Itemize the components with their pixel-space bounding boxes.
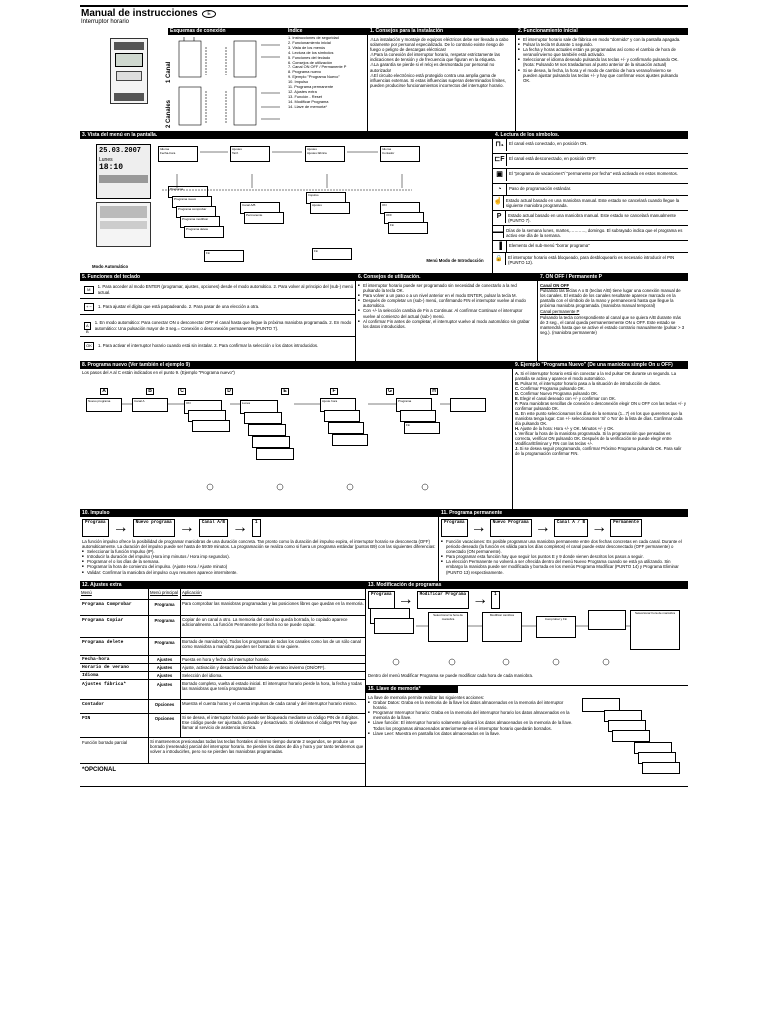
symbol-row: 🔒 El interruptor horario está bloqueado, para desbloquearlo es necesario introducir el PIN (PUNTO 12). — [493, 253, 688, 268]
menu-screen: Ajustes Ajustes fábrica — [305, 146, 345, 162]
on-off-text: Pulsando las teclas A o B (teclas A/B) tiene lugar una conexión manual de los canales. El estado de los canales resultante aparece marcado en la pantalla con el símbolo de la mano y permanecerá hasta que llegue la próxima maniobra programada. (maniobra manual temporal) — [540, 288, 681, 309]
keyboard-title: 5. Funciones del teclado — [80, 274, 355, 281]
menu-screen: Canal A/B — [240, 202, 280, 214]
install-tips-title: 1. Consejos para la instalación — [368, 28, 515, 35]
modify-program-title: 13. Modificación de programas — [366, 582, 688, 589]
extra-settings-title: 12. Ajustes extra — [80, 582, 365, 589]
symbol-row: ⊏F El canal está desconectado, en posición OFF. — [493, 154, 688, 169]
menu-screen: Programa delete — [184, 226, 224, 238]
list-item: ■ Programar la hora de comienzo del impulso. (Ajuste Hora / Ajuste minuto) — [82, 564, 436, 569]
list-item: ■ La fecha y horas actuales están ya programadas así como el cambio de hora de verano/invierno que también está activado. — [518, 47, 686, 57]
permanent-text: Pulsando la tecla correspondiente al canal que se quiera A/B durante más de 3 seg., el canal queda permanentemente ON u OFF. Este estado se mantendrá hasta que se active el estado contrario manualmente (pulsar > 3 seg.). (maniobra permanente) — [540, 314, 685, 335]
symbol-row: P Estado actual basado en una maniobra manual. Este estado se cancelará manualmente (PUNTO 7). — [493, 211, 688, 226]
channel-on-icon: ⊓₁ — [493, 139, 507, 151]
index-item: 14. Modificar Programa — [288, 98, 329, 104]
path-item: Programa — [368, 591, 395, 609]
install-tip: La instalación y montaje de equipos eléctricos debe ser llevado a cabo solamente por personal especializado. De lo contrario existe riesgo de fuego o peligro de descargas eléctricas! — [370, 37, 509, 53]
list-item: ■ Seleccionar la función Impulso (IP). — [82, 549, 436, 554]
menu-screen: Programa comprobar — [176, 206, 216, 218]
step-label: E — [281, 388, 289, 395]
path-item: Modificar Programa — [417, 591, 469, 609]
wiring-diagram — [176, 37, 284, 129]
list-item: ■ Función vacaciones: Es posible programar una maniobra permanente entre dos fechas concretas en cada canal. Durante el periodo deseado (la función es válida para los días completos) el canal puede estar desconectado (OFF permanente) o conectado (ON permanente). — [441, 539, 686, 554]
index-item: 5. Funciones del teclado — [288, 54, 331, 60]
device-keypad-image — [96, 202, 151, 247]
step-label: G — [386, 388, 394, 395]
table-row: Fecha-hora Ajustes Puesta en hora y fecha del interruptor horario. — [80, 656, 365, 664]
impulse-intro: La función impulso ofrece la posibilidad de programar maniobras de una duración concreta. Tan pronto como la duración del impulso expira, el interruptor horario se desconecta (OFF) automáticamente. La duración del impulso puede ser hasta de 59:59 minutos. La programación se realiza como si fuera un programa estándar (puntos B9) con las siguientes diferencias: — [82, 539, 436, 550]
symbols-section — [492, 131, 688, 273]
menu-screen — [612, 730, 650, 742]
example-step: G. En este punto seleccionamos los días de la semana (1...7) en los que queremos que la maniobra tenga lugar. Con +/- seleccionamos 'Sí' o 'No' de la lista de días. Confirmar cada día pulsando OK. — [515, 411, 683, 426]
usage-tips-section — [355, 273, 537, 361]
table-row: Función borrado parcial Si mantenemos presionadas todas las teclas frontales al mismo tiempo durante 2 segundos, se produce un borrado (reseteado) parcial del interruptor horario. Se pierden los datos de día y hora y por tanto tendremos que volver a introducirles, pero no se pierden las maniobras programadas. — [80, 738, 365, 764]
initial-operation-list — [516, 35, 688, 85]
delete-element-icon: ▐ — [493, 241, 507, 253]
index-item: 7. Canal ON OFF / Permanente P — [288, 64, 347, 70]
menu-screen: Permanente — [244, 212, 284, 224]
mode-menu-label: Menú Modo de Introducción — [426, 258, 484, 263]
manual-subtitle: Interruptor horario — [81, 19, 130, 25]
new-program-section — [80, 361, 512, 509]
install-tips-list — [368, 35, 515, 90]
extra-settings-section — [80, 581, 365, 786]
symbol-row: ▣ El "programa de vacaciones"/ "permanente por fecha" está activado en estos momentos. — [493, 169, 688, 184]
lcd-time: 18:10 — [99, 163, 124, 172]
list-item: ■ Para volver a un paso o a un nivel anterior en el modo ENTER, pulsar la tecla M. — [358, 293, 535, 298]
index-item: 14. Llave de memoria* — [288, 103, 327, 109]
permanent-heading: Canal permanente P — [540, 309, 580, 315]
menu-screen: Idioma Fecha-hora — [158, 146, 198, 162]
menu-screen: Nuevo programa — [86, 398, 122, 412]
step-label: B — [146, 388, 154, 395]
example-step: F. Para maniobras sencillas de conexión o desconexión elegir ON u OFF con las teclas +/- y confirmar pulsando OK. — [515, 401, 686, 411]
menu-screen: Fin — [204, 250, 244, 262]
path-item: Canal A/B — [199, 519, 228, 537]
list-item: ■ Llave función: El interruptor horario solamente aplicará los datos almacenados en la memoria de la llave. Todos los programas almacenados anteriormente en el interruptor horario quedarán borrados. — [368, 720, 573, 730]
menu-screen: Ajustes Tarif. — [230, 146, 270, 162]
impulse-list — [80, 549, 438, 574]
menu-view-title: 3. Vista del menú en la pantalla. — [80, 132, 492, 139]
new-program-subtitle: Los pasos del A al C están indicados en el punto 9. (Ejemplo "Programa nuevo") — [82, 370, 235, 375]
menu-screen: OFF — [384, 212, 424, 224]
list-item: ■ El interruptor horario puede ser programado sin necesidad de conectarlo a la red pulsando la tecla OK. — [358, 283, 535, 293]
permanent-icon: P — [493, 211, 506, 223]
list-item: ■ El interruptor horario sale de fábrica en modo "dormido" y con la pantalla apagada. — [518, 37, 686, 42]
example-section — [512, 361, 688, 509]
memory-key-intro: La llave de memoria permite realizar las siguientes acciones: — [368, 695, 485, 700]
lcd-day: Lunes — [99, 157, 113, 163]
list-item: ■ Pulsar la tecla M durante 1 segundo. — [518, 42, 686, 47]
symbols-table — [493, 139, 688, 268]
menu-flow-arrows — [152, 144, 422, 269]
path-item: Programa — [82, 519, 109, 537]
memory-key-body — [368, 695, 573, 736]
list-item: ■ Validar: Confirmar la maniobra del impulso cuyo resumen aparece intermitente. — [82, 570, 436, 575]
menu-screen: Fin — [312, 248, 352, 260]
warning-icon: ⚠ — [370, 62, 374, 68]
channel-off-icon: ⊏F — [493, 154, 507, 166]
permanent-menu-path: Programa → Nuevo Programa → Canal A / B → Permanente — [439, 517, 688, 539]
manual-page — [80, 5, 688, 795]
usage-tips-title: 6. Consejos de utilización. — [356, 274, 537, 281]
impulse-title: 10. Impulso — [80, 510, 438, 517]
key-row: OK 1. Para activar el interruptor horario cuando está sin instalar. 2. Para confirmar la selección o los datos introducidos. — [80, 337, 355, 355]
list-item: ■ Programar Interruptor horario: Graba en la memoria del interruptor horario los datos almacenados en la memoria de la llave. — [368, 710, 573, 720]
permanent-list — [439, 539, 688, 575]
optional-note: *OPCIONAL — [82, 767, 117, 773]
table-row: Programa Copiar Programa Copiar de un canal a otro. La memoria del canal no queda borrada, lo copiado aparece adicionalmente. La función Permanente por fecha no se puede copiar. — [80, 616, 365, 638]
install-tips-section — [367, 28, 515, 131]
menu-screen: Fin — [388, 222, 428, 234]
modify-note: Dentro del menú Modificar Programa se puede modificar cada hora de cada maniobra. — [368, 673, 534, 678]
initial-operation-title: 2. Funcionamiento inicial — [516, 28, 688, 35]
install-tip: Para la conexión del interruptor horario, respetar estrictamente las indicaciones de tensión y de frecuencia que figuran en la etiqueta. — [370, 52, 500, 63]
list-item: ■ Después de completar un (sub-) menú, confirmando FIN el interruptor vuelve al modo automático. — [358, 298, 535, 308]
step-label: A — [100, 388, 108, 395]
modify-menu-path: Programa → Modificar Programa → 1 — [366, 589, 688, 611]
example-step: E. Elegir el canal deseado con +/- y confirmar con OK. — [515, 396, 616, 401]
device-lcd — [115, 53, 143, 67]
example-step: C. Confirmar Programa pulsando OK. — [515, 386, 585, 391]
flow-box: Seleccionar hora de maniobra — [630, 610, 680, 650]
step-label: C — [178, 388, 186, 395]
list-item: ■ Llave Leer: Muestra en pantalla los datos almacenados en la llave. — [368, 731, 573, 736]
key-row: M 1. Para acceder al modo ENTER (programar, ajustes, opciones) desde el modo automático. 2. Para volver al principio del (sub-) menú actual. — [80, 281, 355, 299]
symbol-row: ☝ Estado actual basado en una maniobra manual. Este estado se cancelará cuando llegue la siguiente maniobra programada. — [493, 196, 688, 211]
table-row: PIN Opciones Si se desea, el interruptor horario puede ser bloqueado mediante un código PIN de 4 dígitos. Ese código puede ser ajustado, activado y desactivado. Si olvidamos el código PIN hay que llamar al servicio de asistencia técnica. — [80, 714, 365, 738]
menu-view-section — [80, 131, 492, 273]
list-item: ■ Si se desea, la fecha, la hora y el modo de cambio de hora verano/invierno se pueden ajustar pulsando las teclas +/- y hay que confirmar esos ajustes pulsando OK. — [518, 68, 686, 83]
example-step: D. Confirmar Nuevo Programa pulsando OK. — [515, 391, 599, 396]
index-item: 12. Ajustes extra — [288, 88, 317, 94]
list-item: ■ Para programar esta función hay que seguir los puntos E y 9 donde vienen descritos los pasos a seguir. — [441, 554, 686, 559]
manual-header — [80, 5, 688, 28]
index-item: 13. Función - Reset — [288, 93, 322, 99]
flow-box: Seleccionar la hora de maniobra — [428, 612, 468, 642]
index-item: 3. Vista de los menús — [288, 44, 326, 50]
path-item: Permanente — [610, 519, 642, 537]
extra-settings-header: Menú Menú principal Aplicación — [80, 589, 365, 600]
warning-icon: ⚠ — [370, 52, 374, 58]
example-title: 9. Ejemplo "Programa Nuevo" (De una maniobra simple On u OFF) — [513, 362, 688, 369]
path-item: Canal A / B — [554, 519, 588, 537]
menu-screen: Programa modificar — [180, 216, 220, 228]
menu-screen: ON — [380, 202, 420, 214]
symbol-row: ◔ Paso de programación estándar. — [493, 184, 688, 196]
menu-screen: ON — [184, 400, 222, 414]
list-item: ■ Seleccionar el idioma deseado pulsando las teclas +/- y confirmarlo pulsando OK. (Nota: Pulsando M nos trasladamos al punto anterior de la situación actual) — [518, 57, 686, 67]
index-item: 10. Impulso — [288, 79, 309, 85]
path-item: 1 — [491, 591, 500, 609]
list-item: ■ Al confirmar Fin antes de completar, el interruptor vuelve al modo automático sin grabar los datos introducidos. — [358, 319, 535, 329]
list-item: ■ Con +/- la selección cambia de Fin a Continuar. Al confirmar Continuar el interruptor vuelve al comienzo del actual (sub-) menú. — [358, 308, 535, 318]
symbol-row: ▬▬ Días de la semana lunes, martes,……….., domingo. El subrayado indica que el programa es activo ese día de la semana. — [493, 226, 688, 241]
menu-screen: Lunes — [240, 400, 278, 414]
weekday-bar-icon: ▬▬ — [493, 226, 504, 238]
path-item: 1 — [252, 519, 261, 537]
wiring-section — [80, 28, 367, 131]
wiring-title: Esquemas de conexión — [168, 28, 286, 35]
example-step: J. Si se desea seguir programando, confirmar Próximo Programa pulsando OK. Para salir de la programación confirmar FIN. — [515, 446, 682, 456]
page-bottom-rule — [80, 786, 688, 787]
key-m-icon: M — [84, 286, 94, 294]
symbol-row: ▐ Elemento del sub-menú "borrar programa" — [493, 241, 688, 253]
manual-title: Manual de instrucciones — [81, 8, 198, 19]
clock-icon: ◔ — [493, 184, 507, 196]
step-label: D — [225, 388, 233, 395]
menu-screen: Canal A — [132, 398, 168, 412]
menu-screen — [642, 762, 680, 774]
table-row: Programa delete Programa Borrado de maniobra(s). Todos los programas de todos los canales como los de un sólo canal como maniobra a maniobra pueden ser borrados si se quiere. — [80, 638, 365, 656]
table-row: Horario de verano Ajustes Ajuste, activación y desactivación del horario de verano invierno (ON/OFF). — [80, 664, 365, 672]
modify-program-section — [365, 581, 688, 685]
warning-icon: ⚠ — [370, 37, 374, 42]
menu-screen: Fin — [404, 422, 440, 434]
table-row: Ajustes fábrica* Ajustes Borrado completo, vuelta al estado inicial. El interruptor horario pierde la hora, la fecha y todas las maniobras que tenía programadas! — [80, 680, 365, 700]
table-row: Idioma Ajustes Selección del idioma. — [80, 672, 365, 680]
on-off-title: 7. ON OFF / Permanente P — [538, 274, 688, 281]
install-tip: La garantía se pierde si el reloj es desmontado por personal no autorizado! — [370, 62, 495, 73]
example-step: B. Pulsar M, el interruptor horario pasa a la situación de introducción de datos. — [515, 381, 661, 386]
example-step: H. Ajuste de la hora: Hora +/- y OK. Minutos +/- y OK. — [515, 426, 615, 431]
key-ab-icon: A B — [84, 322, 91, 330]
index-list — [288, 36, 366, 110]
step-label: H — [430, 388, 438, 395]
permanent-program-title: 11. Programa permanente — [439, 510, 688, 517]
keyboard-section — [80, 273, 355, 361]
key-plus-minus-icon: + − — [84, 303, 94, 311]
suitcase-icon: ▣ — [493, 169, 507, 181]
example-steps — [513, 369, 688, 458]
lcd-display — [96, 144, 151, 199]
index-item: 6. Consejos de utilización — [288, 59, 333, 65]
canal1-label: 1 Canal — [166, 61, 172, 83]
example-step: A. Si el interruptor horario está sin conectar a la red pulsar OK durante un segundo. La pantalla se activa y aparece el modo automático. — [515, 371, 677, 381]
permanent-program-section — [438, 509, 688, 581]
timer-device-image — [110, 38, 148, 104]
lock-icon: 🔒 — [493, 253, 506, 265]
index-item: 1. Instrucciones de seguridad — [288, 36, 339, 40]
path-item: Nuevo Programa — [490, 519, 532, 537]
memory-key-title: 15. Llave de memoria* — [366, 686, 458, 693]
index-item: 9. Ejemplo "Programa Nuevo" — [288, 74, 340, 80]
example-step: I. Verificar la hora de la maniobra programada. Si la programación que pensadas es correcta, verificar ON pulsando OK. Después de la verificación se puede elegir entre Modificar/Eliminar y FIN con las teclas +/-. — [515, 431, 672, 446]
symbol-row: ⊓₁ El canal está conectado, en posición ON. — [493, 139, 688, 154]
list-item: ■ La elección Permanente no volverá a ser ofrecida dentro del menú Nuevo Programa cuando se está ya utilizando. Sin embargo la maniobra puede ser modificada y borrada en los menús Programa Modificar (PUNTO 14) y Programa Eliminar (PUNTO 13) respectivamente. — [441, 559, 686, 574]
menu-screen: Programa — [168, 186, 208, 198]
language-badge: E — [202, 10, 216, 18]
key-row: A B 1. En modo automático: Para conectar ON o desconectar OFF el canal hasta que llegue la próxima maniobra programada. 2. En modo automático: Una pulsación mayor de 3 seg.= Conexión o desconexión permanentes (PUNTO 7). — [80, 315, 355, 337]
table-row: Contador Opciones Muestra el cuenta horas y el cuenta impulsos de cada canal y del interruptor horario mismo. — [80, 700, 365, 714]
usage-tips-list — [356, 281, 537, 331]
impulse-menu-path: Programa → Nuevo programa → Canal A/B → 1 — [80, 517, 438, 539]
hand-icon: ☝ — [493, 196, 504, 208]
index-item: 2. Funcionamiento inicial — [288, 39, 331, 45]
impulse-section — [80, 509, 438, 581]
canal-heading: Canal ON OFF — [540, 283, 570, 288]
menu-screen: Programa nuevo — [172, 196, 212, 208]
path-item: Nuevo programa — [133, 519, 175, 537]
canal2-label: 2 Canales — [166, 99, 172, 128]
menu-screen: Ajustes — [310, 202, 350, 214]
index-item: 4. Lectura de los símbolos — [288, 49, 334, 55]
mode-auto-label: Modo Automático — [92, 264, 129, 269]
modify-flow-arrows — [366, 602, 689, 672]
index-title: Índice — [286, 28, 367, 35]
flow-box: Comprobar y Fin — [536, 616, 576, 638]
key-row: + − 1. Para ajustar el dígito que está parpadeando. 2. Para pasar de una elección a otra. — [80, 299, 355, 315]
on-off-body — [538, 281, 688, 337]
warning-icon: ⚠ — [370, 72, 374, 78]
index-item: 8. Programa nuevo — [288, 69, 322, 75]
new-program-title: 8. Programa nuevo (Ver también el ejemplo 9) — [80, 362, 512, 369]
index-item: 11. Programa permanente — [288, 84, 334, 90]
list-item: ■ Introducir la duración del impulso (Hora imp minutos / Hora imp segundos). — [82, 554, 436, 559]
key-ok-icon: OK — [84, 342, 94, 350]
new-program-flow-arrows — [80, 392, 512, 502]
on-off-section — [537, 273, 688, 361]
menu-screen: Ajuste hora — [320, 398, 356, 412]
path-item: Programa — [441, 519, 468, 537]
step-label: F — [330, 388, 338, 395]
flow-box: Modificar cambios — [482, 612, 522, 642]
menu-screen: Programa — [396, 398, 432, 412]
install-tip: El circuito electrónico está protegido contra una amplia gama de influencias externas. Si estas influencias superan determinados límites, pueden producirse funcionamientos incorrectos del interruptor horario. — [370, 72, 506, 88]
table-row: Programa Comprobar Programa Para comprobar las maniobras programadas y las posiciones libres que quedan en la memoria. — [80, 600, 365, 616]
initial-operation-section — [515, 28, 688, 131]
symbols-title: 4. Lectura de los símbolos. — [493, 132, 688, 139]
list-item: ■ Grabar Datos: Graba en la memoria de la llave los datos almacenados en la memoria del interruptor horario. — [368, 700, 573, 710]
lcd-date: 25.03.2007 — [99, 147, 142, 155]
menu-screen: Idioma Contador — [380, 146, 420, 162]
menu-screen: Impulso — [306, 192, 346, 204]
memory-key-section — [365, 685, 688, 786]
list-item: ■ Programar el o los días de la semana. — [82, 559, 436, 564]
